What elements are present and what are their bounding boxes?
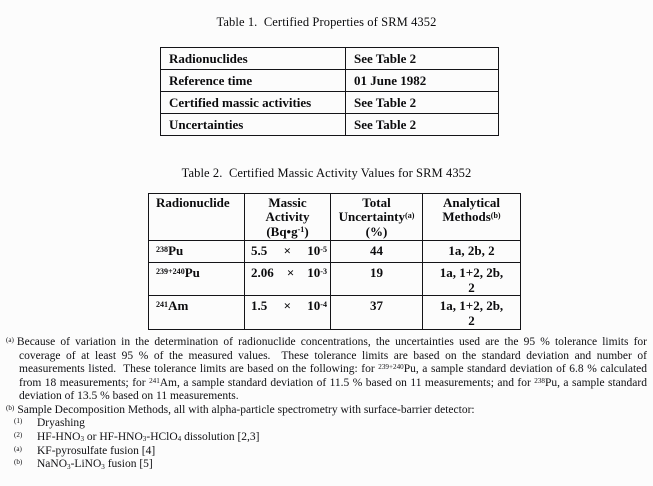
header-line: Uncertainty$^{(a)}$ bbox=[338, 209, 415, 225]
header-line: Methods$^{(b)}$ bbox=[442, 209, 501, 225]
scientific-notation bbox=[251, 243, 327, 258]
methods-cell: 1a, 1+2, 2b, 2 bbox=[423, 263, 521, 296]
table-row bbox=[161, 70, 499, 92]
massic-activity-cell bbox=[245, 263, 331, 296]
table1-certified-properties bbox=[160, 47, 499, 136]
footnote-a-marker: (a) bbox=[6, 336, 14, 345]
table1-value: 01 June 1982 bbox=[346, 70, 499, 92]
massic-activity-cell bbox=[245, 241, 331, 263]
table1-value: See Table 2 bbox=[346, 114, 499, 136]
header-line: Massic bbox=[268, 195, 307, 210]
mantissa: 1.5 bbox=[251, 298, 268, 313]
times-sign: × bbox=[283, 243, 291, 258]
table-header-row bbox=[149, 194, 521, 241]
header-massic-activity bbox=[245, 194, 331, 241]
table1-label: Uncertainties bbox=[161, 114, 346, 136]
mantissa: 5.5 bbox=[251, 243, 268, 258]
times-sign: × bbox=[283, 298, 291, 313]
decomposition-method-item: $^{(1)}$ Dryashing bbox=[14, 417, 85, 429]
uncertainty-cell: 19 bbox=[331, 263, 423, 296]
footnotes-section bbox=[6, 336, 647, 472]
method-text: Dryashing bbox=[37, 417, 85, 429]
table-row-am241 bbox=[149, 296, 521, 330]
table1-label: Certified massic activities bbox=[161, 92, 346, 114]
scientific-notation bbox=[251, 298, 327, 313]
table1-value: See Table 2 bbox=[346, 92, 499, 114]
uncertainty-cell: 37 bbox=[331, 296, 423, 330]
power-of-ten: $10^{-4}$ bbox=[307, 298, 327, 313]
massic-activity-cell bbox=[245, 296, 331, 330]
power-of-ten: $10^{-5}$ bbox=[307, 243, 327, 258]
footnote-b-marker: (b) bbox=[6, 403, 15, 412]
decomposition-method-item: $^{(b)}$ NaNO$_3$-LiNO$_3$ fusion [5] bbox=[14, 458, 153, 471]
mantissa: 2.06 bbox=[251, 265, 274, 280]
table-row-pu239-240 bbox=[149, 263, 521, 296]
header-analytical-methods bbox=[423, 194, 521, 241]
header-line: Total bbox=[362, 195, 391, 210]
radionuclide-cell: $^{241}$Am bbox=[149, 296, 245, 330]
decomposition-method-item: $^{(a)}$ KF-pyrosulfate fusion [4] bbox=[14, 444, 156, 457]
header-line: $(Bq•g^{-1})$ bbox=[266, 223, 309, 239]
method-text: NaNO$_3$-LiNO$_3$ fusion [5] bbox=[37, 458, 153, 471]
header-line: (%) bbox=[365, 223, 388, 239]
radionuclide-cell: $^{239+240}$Pu bbox=[149, 263, 245, 296]
table2-massic-activity-values bbox=[148, 193, 521, 330]
methods-cell: 1a, 2b, 2 bbox=[423, 241, 521, 263]
footnote-b-intro: Sample Decomposition Methods, all with alpha-particle spectrometry with surface-barrier detector: bbox=[17, 403, 475, 416]
footnote-a-text: Because of variation in the determination of radionuclide concentrations, the uncertainties used are the 95 % tolerance limits for coverage of at least 95 % of the measured values. These tolerance limits are based on the standard deviation and number of measurements listed. These tolerance limits are based on the following: for $^{239+240}$Pu, a sample standard deviation of 6.8 % calculated from 18 measurements; for $^{241}$Am, a sample standard deviation of 11.5 % based on 11 measurements; and for $^{238}$Pu, a sample standard deviation of 13.5 % based on 11 measurements. bbox=[16, 336, 647, 402]
table-row bbox=[161, 48, 499, 70]
header-line: Analytical bbox=[442, 195, 501, 210]
method-text: KF-pyrosulfate fusion [4] bbox=[37, 444, 156, 457]
table2-title: Table 2. Certified Massic Activity Values for SRM 4352 bbox=[181, 166, 472, 180]
footnote-b bbox=[6, 404, 647, 418]
table-row bbox=[161, 114, 499, 136]
methods-cell: 1a, 1+2, 2b, 2 bbox=[423, 296, 521, 330]
footnote-a bbox=[6, 336, 647, 404]
header-line: Activity bbox=[265, 209, 310, 225]
table1-label: Radionuclides bbox=[161, 48, 346, 70]
method-text: $HF-HNO_3$ or $HF-HNO_3-HClO_4$ dissolution [2,3] bbox=[37, 430, 260, 444]
uncertainty-cell: 44 bbox=[331, 241, 423, 263]
table1-value: See Table 2 bbox=[346, 48, 499, 70]
power-of-ten: $10^{-3}$ bbox=[307, 265, 327, 280]
table1-label: Reference time bbox=[161, 70, 346, 92]
decomposition-method-item: $^{(2)}$ $HF-HNO_3$ or $HF-HNO_3-HClO_4$ dissolution [2,3] bbox=[14, 430, 260, 444]
header-total-uncertainty bbox=[331, 194, 423, 241]
times-sign: × bbox=[286, 265, 295, 280]
scientific-notation bbox=[251, 265, 327, 280]
table-row-pu238 bbox=[149, 241, 521, 263]
table-row bbox=[161, 92, 499, 114]
table1-title: Table 1. Certified Properties of SRM 4352 bbox=[216, 15, 437, 29]
radionuclide-cell: $^{238}$Pu bbox=[149, 241, 245, 263]
header-radionuclide: Radionuclide bbox=[149, 194, 245, 241]
